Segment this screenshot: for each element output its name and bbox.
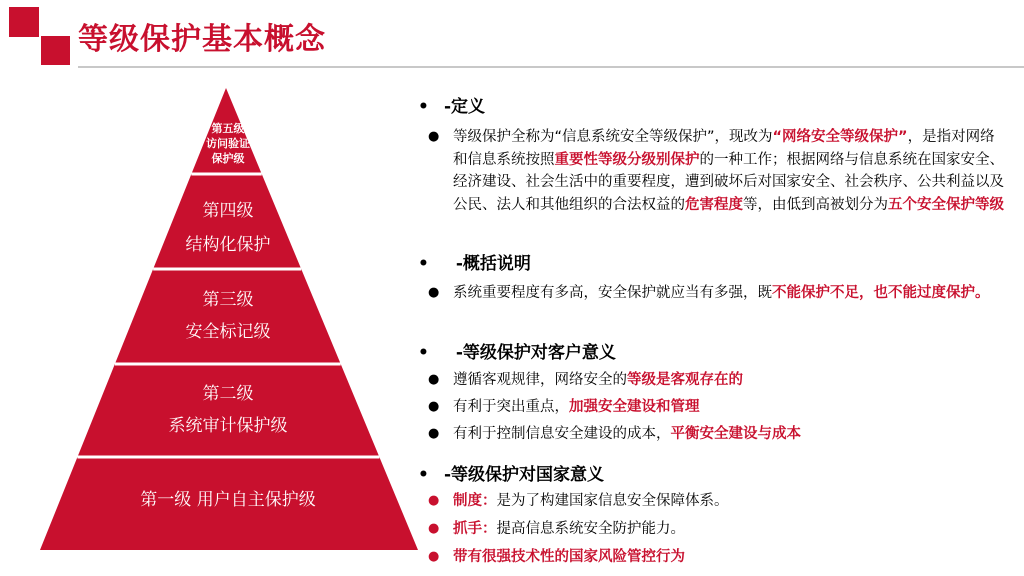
highlight-text: 危害程度	[685, 196, 743, 213]
pyramid-level-4	[40, 194, 416, 262]
bullet-item	[428, 369, 1006, 392]
body-text: 的一种工作；根据网络与信息系统在国家安全、经济建设、社会生活中的重要程度，遭到破坏后对国家安全、社会秩序、公共利益以及公民、法人和其他组织的合法权益的	[453, 151, 1004, 213]
highlight-text: 不能保护不足，也不能过度保护。	[772, 285, 990, 301]
section-bullet-icon: •	[418, 97, 429, 117]
bullet-dot-icon: ●	[428, 399, 440, 414]
bullet-text	[453, 423, 1006, 446]
bullet-text	[453, 282, 1006, 305]
bullet-dot-icon: ●	[428, 426, 440, 441]
section-heading	[418, 92, 485, 117]
bullet-item	[428, 490, 1006, 513]
pyramid-level-label: 第一级 用户自主保护级	[140, 490, 316, 510]
pyramid-level-1	[40, 484, 416, 516]
body-text: 提高信息系统安全防护能力。	[496, 521, 685, 537]
pyramid-level-label: 第二级	[202, 384, 254, 404]
bullet-dot-icon: ●	[428, 285, 440, 300]
body-text: 遵循客观规律，网络安全的	[453, 372, 627, 388]
body-text: 系统重要程度有多高，安全保护就应当有多强，既	[453, 285, 772, 301]
bullet-text	[453, 396, 1006, 419]
body-text: ，是指对网络和信息系统按照	[453, 129, 995, 168]
bullet-text	[453, 546, 1006, 569]
highlight-text: 五个安全保护等级	[888, 196, 1004, 213]
bullet-text	[453, 126, 1006, 216]
bullet-text	[453, 518, 1006, 541]
body-text: 有利于突出重点，	[453, 399, 569, 415]
bullet-text	[453, 490, 1006, 513]
pyramid-level-label: 保护级	[211, 152, 245, 165]
pyramid-level-label: 第四级	[202, 201, 254, 221]
pyramid-level-label: 访问验证	[206, 137, 250, 150]
bullet-dot-icon: ●	[428, 129, 440, 144]
bullet-dot-icon: ●	[428, 372, 440, 387]
highlight-text: “网络安全等级保护”	[772, 129, 908, 145]
bullet-dot-icon: ●	[428, 549, 440, 564]
pyramid-level-3	[40, 284, 416, 348]
highlight-text: 制度：	[453, 493, 497, 509]
bullet-item	[428, 396, 1006, 419]
highlight-text: 带有很强技术性的国家风险管控行为	[453, 549, 685, 565]
highlight-text: 等级是客观存在的	[627, 372, 743, 388]
body-text: 是为了构建国家信息安全保障体系。	[496, 493, 729, 509]
bullet-item	[428, 126, 1006, 216]
pyramid-level-label: 第五级	[211, 122, 245, 135]
section-heading-text: -等级保护对国家意义	[444, 465, 605, 485]
body-text: 有利于控制信息安全建设的成本，	[453, 426, 671, 442]
section-heading-text: -概括说明	[444, 254, 531, 274]
bullet-item	[428, 546, 1006, 569]
bullet-item	[428, 518, 1006, 541]
page-title: 等级保护基本概念	[78, 22, 326, 57]
highlight-text: 加强安全建设和管理	[569, 399, 700, 415]
bullet-dot-icon: ●	[428, 493, 440, 508]
section-heading-text: -定义	[444, 97, 486, 117]
pyramid-level-label: 系统审计保护级	[168, 416, 288, 436]
highlight-text: 抓手：	[453, 521, 497, 537]
bullet-item	[428, 282, 1006, 305]
pyramid-level-label: 安全标记级	[185, 322, 271, 342]
section-bullet-icon: •	[418, 254, 429, 274]
pyramid-level-5	[40, 121, 416, 166]
pyramid-level-2	[40, 378, 416, 442]
body-text: 等，由低到高被划分为	[743, 196, 888, 213]
section-bullet-icon: •	[418, 343, 429, 363]
section-heading-text: -等级保护对客户意义	[444, 343, 616, 363]
section-heading	[418, 249, 531, 274]
bullet-text	[453, 369, 1006, 392]
section-heading	[418, 338, 616, 363]
body-text: 等级保护全称为“信息系统安全等级保护”，现改为	[453, 129, 773, 145]
bullet-item	[428, 423, 1006, 446]
highlight-text: 重要性等级分级别保护	[554, 151, 700, 168]
pyramid-level-label: 结构化保护	[185, 235, 271, 255]
highlight-text: 平衡安全建设与成本	[670, 426, 801, 442]
pyramid-level-label: 第三级	[202, 290, 254, 310]
section-heading	[418, 460, 604, 485]
bullet-dot-icon: ●	[428, 521, 440, 536]
section-bullet-icon: •	[418, 465, 429, 485]
